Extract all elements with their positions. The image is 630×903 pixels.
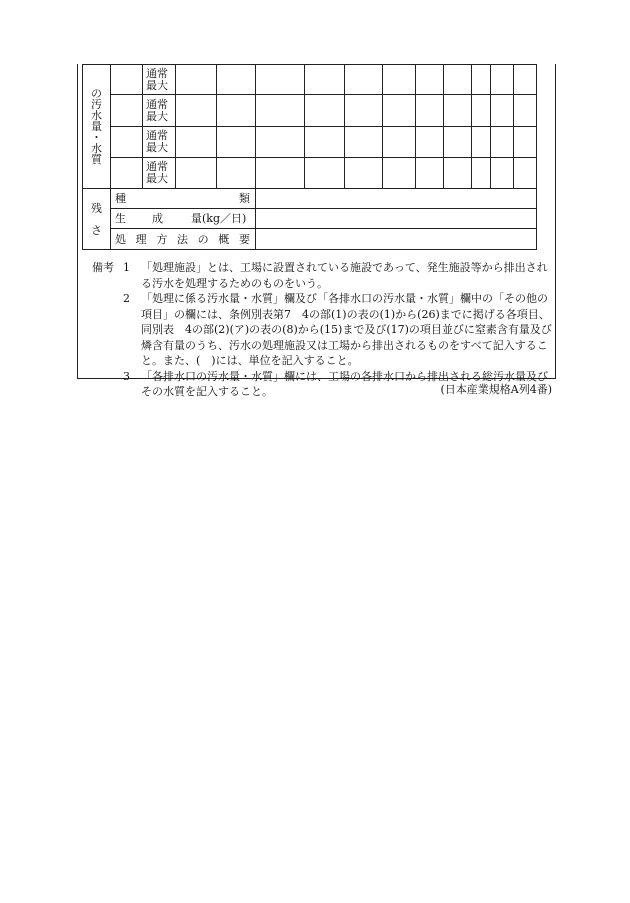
residue-kind-label: 種 類 (111, 189, 256, 209)
paper-size-note: (日本産業規格A列4番) (440, 383, 552, 396)
treatment-method-field[interactable] (256, 229, 537, 250)
residue-amount-field[interactable] (256, 209, 537, 229)
residue-section-label: 残 さ (83, 189, 111, 250)
residue-kind-field[interactable] (256, 189, 537, 209)
outlet-cell[interactable] (111, 65, 143, 95)
outlet-cell[interactable] (111, 127, 143, 158)
water-section-label: の 汚 水 量 ・ 水 質 (83, 65, 111, 189)
normal-max-label: 通常 最大 (143, 127, 176, 158)
outlet-cell[interactable] (111, 95, 143, 127)
outlet-cell[interactable] (111, 158, 143, 189)
normal-max-label: 通常 最大 (143, 158, 176, 189)
normal-max-label: 通常 最大 (143, 65, 176, 95)
residue-amount-label: 生 成 量(kg／日) (111, 209, 256, 229)
treatment-method-label: 処 理 方 法 の 概 要 (111, 229, 256, 250)
remarks-heading: 備考 (92, 261, 114, 274)
remarks (92, 260, 552, 400)
remark-item: 2 「処理に係る汚水量・水質」欄及び「各排水口の汚水量・水質」欄中の「その他の項目」の欄には、条例別表第7 4の部(1)の表の(1)から(26)までに掲げる各項目、同別表 4の部(2)(ア)の表の(8)から(15)まで及び(17)の項目並びに窒素含有量及び燐含有量のうち、汚水の処理施設又は工場から排出されるものをすべて記入すること。また、( )には、単位を記入すること。 (123, 292, 552, 367)
normal-max-label: 通常 最大 (143, 95, 176, 127)
remark-item: 備考 1 「処理施設」とは、工場に設置されている施設であって、発生施設等から排出される汚水を処理するためのものをいう。 (92, 261, 548, 290)
remark-item: 3 「各排水口の汚水量・水質」欄には、工場の各排水口から排出される総汚水量及びその水質を記入すること。 (123, 369, 548, 398)
water-quality-table (82, 64, 537, 250)
